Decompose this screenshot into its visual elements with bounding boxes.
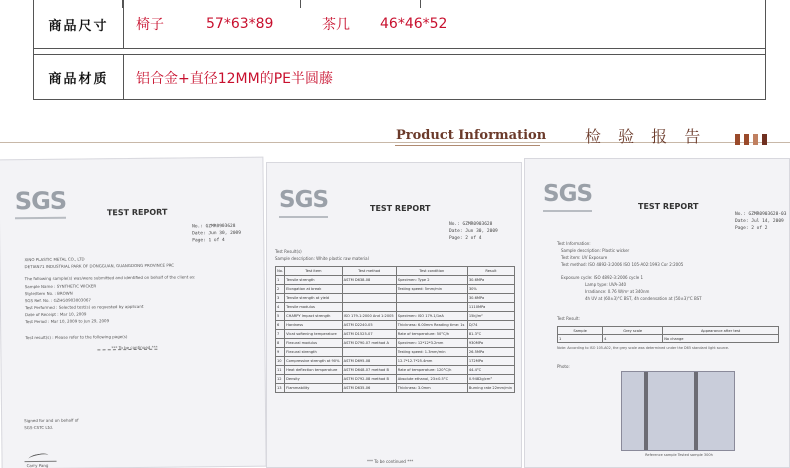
table-row <box>276 312 515 321</box>
signed-for: Signed for and on behalf of <box>24 417 79 424</box>
table-row <box>276 384 515 393</box>
table-cell: Rate of temperature: 50°C/h <box>396 330 467 339</box>
table-cell: 2 <box>276 285 285 294</box>
table-cell: Thickness: 6.00mm Reading time: 1s <box>396 321 467 330</box>
note-text: Note: According to ISO 105-A02, the grey scale was determined under the D65 standard light source. <box>557 346 730 350</box>
table-cell: Flammability <box>285 384 343 393</box>
table-cell: ASTM D792-08 method B <box>342 375 396 384</box>
table-cell: 11 <box>276 366 285 375</box>
irradiance: Irradiance: 0.76 W/m² at 340nm <box>585 289 650 294</box>
table-row <box>276 276 515 285</box>
table-cell: 172MPa <box>467 357 514 366</box>
table-cell: 10 <box>276 357 285 366</box>
table-cell: Specimen: Type 2 <box>396 276 467 285</box>
table-cell: 30% <box>467 285 514 294</box>
table-cell: 1110MPa <box>467 303 514 312</box>
exposure-cycle: Exposure cycle: ISO 4892-3:2006 cycle 1 <box>561 275 644 280</box>
table-cell: Specimen: ISO 179-1/1eA <box>396 312 467 321</box>
table-cell: No change <box>663 335 779 343</box>
test-results-table <box>557 326 779 343</box>
report-title: TEST REPORT <box>370 204 431 213</box>
table-cell: Vicat softening temperature <box>285 330 343 339</box>
test-results: Test result(s) : Please refer to the following page(s) <box>25 334 128 341</box>
table-cell: 81.3°C <box>467 330 514 339</box>
table-cell: 5 <box>276 312 285 321</box>
test-item: Test item: UV Exposure <box>561 255 608 260</box>
test-report-page-1 <box>0 157 267 468</box>
table-header-cell: Result <box>467 267 514 276</box>
table-cell: 44.4°C <box>467 366 514 375</box>
exposure-conditions: 4h UV at (60±3)°C BST, 4h condensation at (50±3)°C BST <box>585 296 702 301</box>
sample-description: Sample description: White plastic raw material <box>275 256 369 261</box>
report-title: TEST REPORT <box>106 207 168 218</box>
photo-label: Photo: <box>557 364 570 369</box>
table-cell: 26.5MPa <box>467 348 514 357</box>
table-cell: 3 <box>276 294 285 303</box>
table-cell: Tensile modulus <box>285 303 343 312</box>
banner-title-en: Product Information <box>396 128 547 143</box>
section-heading: Test Information: <box>557 241 591 246</box>
table-cell: Heat deflection temperature <box>285 366 343 375</box>
table-cell: 12 <box>276 375 285 384</box>
test-period: Test Period : Mar 10, 2009 to Jun 29, 2009 <box>25 318 110 325</box>
table-cell <box>342 348 396 357</box>
table-cell: 1 <box>276 276 285 285</box>
table-cell: ASTM D638-08 <box>342 276 396 285</box>
report-meta: No.: GZMR0903628 Date: Jun 30, 2009 Page: 1 of 4 <box>192 223 241 244</box>
test-results-table <box>275 266 515 393</box>
banner-title-cn: 检 验 报 告 <box>585 127 707 146</box>
table-row <box>276 321 515 330</box>
table-cell: Compressive strength at 90% <box>285 357 343 366</box>
style-item: Style/Item No. : BROWN <box>24 290 73 297</box>
sample-name: Sample Name : SYNTHETIC WICKER <box>24 283 97 290</box>
table-cell: 4 <box>276 303 285 312</box>
table-cell: Rate of temperature: 120°C/h <box>396 366 467 375</box>
wicker-strip <box>644 372 648 450</box>
table-cell: Hardness <box>285 321 343 330</box>
table-row <box>276 348 515 357</box>
client-address: DETIAN71 INDUSTRIAL PARK OF DONGGUAN, GUANGDONG PROVINCE PRC <box>24 262 175 270</box>
material-value: 铝合金+直径12MM的PE半圆藤 <box>136 70 333 87</box>
table-header-cell: Test method <box>342 267 396 276</box>
table-cell: Tensile strength at yield <box>285 294 343 303</box>
table-cell: ISO 179-1:2000 And 1:2005 <box>342 312 396 321</box>
table-cell: Density <box>285 375 343 384</box>
table-cell: 7 <box>276 330 285 339</box>
table-cell: 6 <box>276 321 285 330</box>
table-cell: ASTM D790-07 method A <box>342 339 396 348</box>
table-cell: ASTM D2240-05 <box>342 321 396 330</box>
section-heading: Test Result(s) <box>275 249 302 254</box>
continued-note: *** To be continued *** <box>111 344 158 351</box>
report-meta: No.: GZMR0903628-03 Date: Jul 14, 2009 Page: 2 of 2 <box>735 212 787 231</box>
chair-size: 57*63*89 <box>206 16 274 32</box>
table-header-cell: Grey scale <box>603 327 663 335</box>
table-row <box>276 357 515 366</box>
table-cell: 0.9482g/cm³ <box>467 375 514 384</box>
table-cell: CHARPY Impact strength <box>285 312 343 321</box>
test-performed: Test Performed : Selected test(s) as requested by applicant <box>24 303 144 311</box>
table-cell: ASTM D648-07 method B <box>342 366 396 375</box>
table-cell: 8 <box>276 339 285 348</box>
table-cell: Flexural modulus <box>285 339 343 348</box>
table-cell: D/74 <box>467 321 514 330</box>
table-cell: Specimen: 12*12*3.2mm <box>396 339 467 348</box>
sgs-logo: SGS <box>15 187 67 216</box>
table-cell: Testing speed: 5mm/min <box>396 285 467 294</box>
table-cell: Testing speed: 1.3mm/min <box>396 348 467 357</box>
table-cell: 4 <box>603 335 663 343</box>
table-cell: 30.6MPa <box>467 294 514 303</box>
top-strip <box>33 0 766 8</box>
table-cell: Elongation at break <box>285 285 343 294</box>
table-cell: 13 <box>276 384 285 393</box>
table-header-cell: No. <box>276 267 285 276</box>
table-cell: Absolute ethanol, 23±0.5°C <box>396 375 467 384</box>
table-cell: ASTM D1525-07 <box>342 330 396 339</box>
table-cell: Flexural strength <box>285 348 343 357</box>
table-cell <box>396 294 467 303</box>
table-row <box>276 285 515 294</box>
table-row <box>276 339 515 348</box>
table-cell <box>342 303 396 312</box>
table-cell: 1 <box>558 335 603 343</box>
table-cell: 9 <box>276 348 285 357</box>
table-header-cell: Test item <box>285 267 343 276</box>
lamp-type: Lamp type: UVA-340 <box>585 282 627 287</box>
divider <box>395 145 540 146</box>
sample-photo <box>621 371 735 457</box>
photo-caption: Reference sample Tested sample 300h <box>645 453 713 457</box>
date-of-receipt: Date of Receipt : Mar 10, 2009 <box>24 311 87 318</box>
table-cell <box>342 294 396 303</box>
intro-text: The following sample(s) was/were submitted and identified on behalf of the client as: <box>24 274 196 282</box>
signature <box>24 452 56 462</box>
report-title: TEST REPORT <box>638 202 699 211</box>
table-cell: ASTM D695-08 <box>342 357 396 366</box>
table-cell <box>396 303 467 312</box>
table-size: 46*46*52 <box>380 16 448 32</box>
test-method: Test method: ISO 4892-3:2006 ISO 105-A02:1993 Cor 2:2005 <box>561 262 684 267</box>
client-name: XINO PLASTIC METAL CO., LTD <box>24 256 85 263</box>
table-cell <box>342 285 396 294</box>
material-row <box>34 54 765 100</box>
table-row <box>276 330 515 339</box>
sample-description: Sample description: Plastic wicker <box>561 248 630 253</box>
table-header-cell: Test condition <box>396 267 467 276</box>
sgs-ref: SGS Ref. No. : GZHG0903003067 <box>24 297 91 304</box>
continued-note: *** To be continued *** <box>367 459 414 464</box>
table-row <box>276 375 515 384</box>
wicker-strip <box>694 372 698 450</box>
table-cell: 30.6MPa <box>467 276 514 285</box>
section-banner <box>0 120 790 154</box>
table-cell: ASTM D635-06 <box>342 384 396 393</box>
size-label: 商品尺寸 <box>34 0 124 48</box>
table-cell: Thickness: 3.0mm <box>396 384 467 393</box>
table-cell: 12.7*12.7*25.4mm <box>396 357 467 366</box>
table-cell: 15kJ/m² <box>467 312 514 321</box>
test-report-page-2 <box>266 162 522 468</box>
sgs-logo: SGS <box>279 187 328 213</box>
table-cell: 930MPa <box>467 339 514 348</box>
report-meta: No.: GZMR0903628 Date: Jun 30, 2009 Page: 2 of 4 <box>449 222 498 241</box>
signatory-company: SGS-CSTC Ltd. <box>24 424 54 431</box>
table-header-cell: Appearance after test <box>663 327 779 335</box>
product-spec-table <box>33 0 766 100</box>
table-label: 茶几 <box>322 17 350 33</box>
material-label: 商品材质 <box>34 55 124 100</box>
table-row <box>276 303 515 312</box>
table-cell: Burning rate 22mm/min <box>467 384 514 393</box>
test-result-heading: Test Result: <box>557 316 580 321</box>
table-cell: Tensile strength <box>285 276 343 285</box>
signatory-name: Carry Pang <box>26 462 49 468</box>
sgs-logo: SGS <box>543 181 592 207</box>
table-row <box>276 366 515 375</box>
table-row <box>276 294 515 303</box>
table-row <box>558 335 779 343</box>
decorative-bars-icon <box>735 134 767 145</box>
table-header-cell: Sample <box>558 327 603 335</box>
chair-label: 椅子 <box>136 17 164 33</box>
test-report-page-3 <box>524 158 790 468</box>
